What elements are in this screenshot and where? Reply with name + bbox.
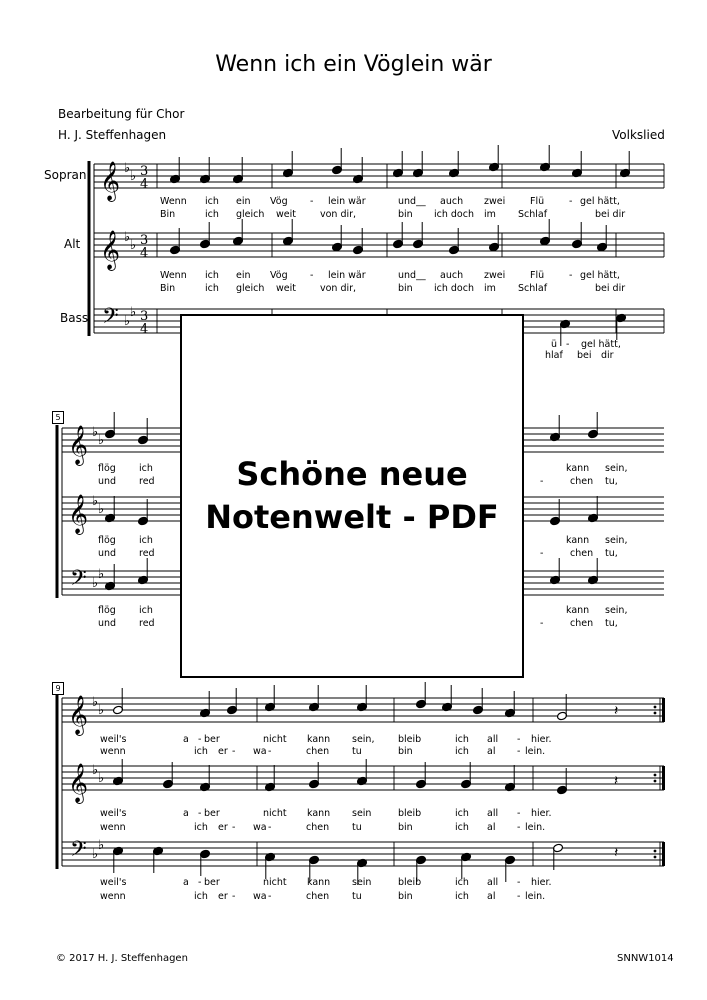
lyric-syllable: ich: [205, 283, 219, 294]
lyric-syllable: lein.: [525, 891, 546, 902]
lyric-syllable: ich: [205, 196, 219, 207]
lyric-syllable: lein wär: [328, 196, 366, 207]
lyric-syllable: wa: [253, 822, 267, 833]
lyric-syllable: ich: [455, 746, 469, 757]
lyric-syllable: sein,: [352, 734, 375, 745]
voice-label-alt: Alt: [64, 237, 81, 251]
lyric-syllable: nicht: [263, 808, 287, 819]
lyric-syllable: bleib: [398, 808, 422, 819]
lyric-syllable: ich: [455, 891, 469, 902]
lyric-syllable: -: [268, 891, 272, 902]
time-signature-top: 3: [140, 309, 149, 324]
lyric-syllable: gleich: [236, 209, 265, 220]
lyric-syllable: lein wär: [328, 270, 366, 281]
arrangement-note: Bearbeitung für Chor: [58, 107, 185, 121]
lyric-syllable: ich: [455, 877, 469, 888]
repeat-dot: [654, 856, 657, 859]
lyric-syllable: zwei: [484, 270, 506, 281]
lyric-syllable: flög: [98, 535, 116, 546]
lyric-syllable: ich doch: [434, 209, 474, 220]
lyric-syllable: -: [540, 548, 544, 559]
lyric-syllable: gel hätt,: [581, 339, 621, 350]
lyric-syllable: sein: [352, 808, 372, 819]
catalog-code: SNNW1014: [617, 953, 674, 964]
lyric-syllable: hier.: [531, 808, 552, 819]
quarter-rest-icon: 𝄽: [614, 773, 619, 789]
lyric-syllable: Vög: [270, 270, 288, 281]
flat-icon: ♭: [92, 576, 99, 591]
voice-label-sopran: Sopran: [44, 168, 87, 182]
lyric-syllable: ich: [194, 746, 208, 757]
lyric-syllable: ü: [551, 339, 558, 350]
flat-icon: ♭: [124, 161, 131, 176]
lyric-syllable: tu: [352, 891, 362, 902]
final-barline-thick: [662, 766, 665, 790]
lyric-syllable: Flü: [530, 196, 545, 207]
lyric-syllable: kann: [566, 605, 590, 616]
time-signature-top: 3: [140, 233, 149, 248]
lyric-syllable: hier.: [531, 734, 552, 745]
final-barline-thick: [662, 842, 665, 866]
lyric-syllable: ber: [204, 877, 220, 888]
flat-icon: ♭: [92, 847, 99, 862]
lyric-syllable: -: [232, 891, 236, 902]
lyric-syllable: ich: [139, 535, 153, 546]
flat-icon: ♭: [124, 230, 131, 245]
time-signature-bottom: 4: [140, 246, 149, 261]
lyric-syllable: bei dir: [595, 283, 626, 294]
lyric-syllable: flög: [98, 605, 116, 616]
lyric-syllable: wa: [253, 746, 267, 757]
flat-icon: ♭: [98, 567, 105, 582]
treble-clef-icon: 𝄞: [68, 763, 89, 803]
repeat-dot: [654, 706, 657, 709]
lyric-syllable: ich: [194, 891, 208, 902]
lyric-syllable: tu: [352, 746, 362, 757]
lyric-syllable: all: [487, 734, 499, 745]
lyric-syllable: al: [487, 891, 496, 902]
quarter-rest-icon: 𝄽: [614, 703, 619, 719]
lyric-syllable: chen: [306, 746, 330, 757]
lyric-syllable: und: [98, 476, 117, 487]
lyric-syllable: zwei: [484, 196, 506, 207]
lyric-syllable: -: [540, 476, 544, 487]
lyric-syllable: -: [517, 746, 521, 757]
lyric-syllable: -: [198, 877, 202, 888]
lyric-syllable: bei: [577, 350, 592, 361]
lyric-syllable: a: [183, 734, 189, 745]
lyric-syllable: im: [484, 283, 496, 294]
lyric-syllable: chen: [570, 476, 594, 487]
lyric-syllable: bin: [398, 746, 413, 757]
lyric-syllable: bleib: [398, 877, 422, 888]
lyric-syllable: -: [517, 808, 521, 819]
lyric-syllable: kann: [566, 535, 590, 546]
lyric-syllable: ein: [236, 270, 251, 281]
lyric-syllable: -: [232, 822, 236, 833]
lyric-syllable: weil's: [100, 877, 127, 888]
lyric-syllable: ich: [139, 463, 153, 474]
lyric-syllable: er: [218, 891, 228, 902]
lyric-syllable: ber: [204, 808, 220, 819]
lyric-syllable: bin: [398, 283, 413, 294]
treble-clef-icon: 𝄞: [100, 161, 121, 201]
preview-overlay: [180, 314, 524, 678]
lyric-syllable: -: [540, 618, 544, 629]
lyric-syllable: hier.: [531, 877, 552, 888]
lyric-syllable: weit: [276, 283, 296, 294]
lyric-syllable: wa: [253, 891, 267, 902]
lyric-syllable: ein: [236, 196, 251, 207]
lyric-syllable: bin: [398, 891, 413, 902]
lyric-syllable: red: [139, 548, 155, 559]
lyric-syllable: -: [517, 891, 521, 902]
lyric-syllable: -: [517, 734, 521, 745]
lyric-syllable: all: [487, 877, 499, 888]
lyric-syllable: -: [198, 808, 202, 819]
lyric-syllable: auch: [440, 270, 464, 281]
lyric-syllable: Bin: [160, 283, 176, 294]
repeat-dot: [654, 712, 657, 715]
lyric-syllable: und__: [398, 196, 426, 207]
bass-clef-icon: 𝄢: [70, 566, 87, 596]
lyric-syllable: ich: [455, 734, 469, 745]
lyric-syllable: tu,: [605, 476, 618, 487]
time-signature-bottom: 4: [140, 322, 149, 337]
flat-icon: ♭: [130, 169, 137, 184]
lyric-syllable: al: [487, 746, 496, 757]
flat-icon: ♭: [92, 695, 99, 710]
lyric-syllable: tu: [352, 822, 362, 833]
lyric-syllable: er: [218, 746, 228, 757]
lyric-syllable: red: [139, 618, 155, 629]
lyric-syllable: chen: [570, 548, 594, 559]
lyric-syllable: sein,: [605, 605, 628, 616]
repeat-dot: [654, 850, 657, 853]
lyric-syllable: nicht: [263, 877, 287, 888]
lyric-syllable: gleich: [236, 283, 265, 294]
flat-icon: ♭: [98, 703, 105, 718]
lyric-syllable: Vög: [270, 196, 288, 207]
lyric-syllable: -: [268, 746, 272, 757]
flat-icon: ♭: [98, 502, 105, 517]
lyric-syllable: kann: [307, 808, 331, 819]
flat-icon: ♭: [92, 763, 99, 778]
lyric-syllable: Schlaf: [518, 209, 548, 220]
voice-label-bass: Bass: [60, 311, 89, 325]
lyric-syllable: und: [98, 548, 117, 559]
lyric-syllable: er: [218, 822, 228, 833]
flat-icon: ♭: [98, 838, 105, 853]
lyric-syllable: -: [310, 270, 314, 281]
lyric-syllable: sein: [352, 877, 372, 888]
lyric-syllable: gel hätt,: [580, 196, 620, 207]
lyric-syllable: flög: [98, 463, 116, 474]
lyric-syllable: -: [517, 822, 521, 833]
quarter-rest-icon: 𝄽: [614, 845, 619, 861]
overlay-line-1: Schöne neue: [236, 454, 468, 493]
source-credit: Volkslied: [612, 128, 665, 142]
lyric-syllable: chen: [570, 618, 594, 629]
lyric-syllable: bei dir: [595, 209, 626, 220]
lyric-syllable: ich: [205, 209, 219, 220]
lyric-syllable: Wenn: [160, 196, 187, 207]
treble-clef-icon: 𝄞: [68, 695, 89, 735]
lyric-syllable: von dir,: [320, 209, 357, 220]
lyric-syllable: hlaf: [545, 350, 563, 361]
lyric-syllable: im: [484, 209, 496, 220]
lyric-syllable: ich: [139, 605, 153, 616]
lyric-syllable: gel hätt,: [580, 270, 620, 281]
lyric-syllable: sein,: [605, 535, 628, 546]
treble-clef-icon: 𝄞: [68, 425, 89, 465]
lyric-syllable: red: [139, 476, 155, 487]
lyric-syllable: tu,: [605, 548, 618, 559]
lyric-syllable: bleib: [398, 734, 422, 745]
lyric-syllable: -: [198, 734, 202, 745]
lyric-syllable: bin: [398, 209, 413, 220]
lyric-syllable: all: [487, 808, 499, 819]
lyric-syllable: a: [183, 808, 189, 819]
lyric-syllable: bin: [398, 822, 413, 833]
final-barline-thick: [662, 698, 665, 722]
flat-icon: ♭: [92, 425, 99, 440]
lyric-syllable: auch: [440, 196, 464, 207]
lyric-syllable: sein,: [605, 463, 628, 474]
lyric-syllable: -: [569, 270, 573, 281]
lyric-syllable: Schlaf: [518, 283, 548, 294]
lyric-syllable: und__: [398, 270, 426, 281]
bass-clef-icon: 𝄢: [102, 304, 119, 334]
lyric-syllable: wenn: [100, 746, 126, 757]
flat-icon: ♭: [124, 314, 131, 329]
lyric-syllable: dir: [601, 350, 614, 361]
composer-credit: H. J. Steffenhagen: [58, 128, 167, 142]
lyric-syllable: kann: [307, 734, 331, 745]
lyric-syllable: kann: [307, 877, 331, 888]
treble-clef-icon: 𝄞: [100, 230, 121, 270]
lyric-syllable: weit: [276, 209, 296, 220]
lyric-syllable: -: [232, 746, 236, 757]
lyric-syllable: wenn: [100, 891, 126, 902]
flat-icon: ♭: [130, 305, 137, 320]
lyric-syllable: chen: [306, 822, 330, 833]
lyric-syllable: lein.: [525, 746, 546, 757]
lyric-syllable: -: [268, 822, 272, 833]
lyric-syllable: nicht: [263, 734, 287, 745]
lyric-syllable: Flü: [530, 270, 545, 281]
lyric-syllable: und: [98, 618, 117, 629]
lyric-syllable: ich doch: [434, 283, 474, 294]
lyric-syllable: von dir,: [320, 283, 357, 294]
time-signature-bottom: 4: [140, 177, 149, 192]
lyric-syllable: weil's: [100, 808, 127, 819]
lyric-syllable: tu,: [605, 618, 618, 629]
measure-number-5: 5: [52, 411, 64, 424]
repeat-dot: [654, 780, 657, 783]
flat-icon: ♭: [92, 494, 99, 509]
bass-clef-icon: 𝄢: [70, 837, 87, 867]
flat-icon: ♭: [98, 433, 105, 448]
lyric-syllable: wenn: [100, 822, 126, 833]
lyric-syllable: ich: [455, 822, 469, 833]
lyric-syllable: Bin: [160, 209, 176, 220]
time-signature-top: 3: [140, 164, 149, 179]
measure-number-9: 9: [52, 682, 64, 695]
lyric-syllable: chen: [306, 891, 330, 902]
lyric-syllable: ich: [194, 822, 208, 833]
treble-clef-icon: 𝄞: [68, 494, 89, 534]
flat-icon: ♭: [130, 238, 137, 253]
lyric-syllable: ber: [204, 734, 220, 745]
lyric-syllable: -: [566, 339, 570, 350]
lyric-syllable: lein.: [525, 822, 546, 833]
lyric-syllable: al: [487, 822, 496, 833]
lyric-syllable: a: [183, 877, 189, 888]
lyric-syllable: kann: [566, 463, 590, 474]
overlay-line-2: Notenwelt - PDF: [205, 498, 499, 536]
flat-icon: ♭: [98, 771, 105, 786]
lyric-syllable: -: [310, 196, 314, 207]
copyright-note: © 2017 H. J. Steffenhagen: [56, 953, 188, 964]
lyric-syllable: Wenn: [160, 270, 187, 281]
lyric-syllable: -: [517, 877, 521, 888]
page-title: Wenn ich ein Vöglein wär: [215, 52, 492, 77]
lyric-syllable: ich: [455, 808, 469, 819]
repeat-dot: [654, 774, 657, 777]
lyric-syllable: -: [569, 196, 573, 207]
lyric-syllable: ich: [205, 270, 219, 281]
lyric-syllable: weil's: [100, 734, 127, 745]
